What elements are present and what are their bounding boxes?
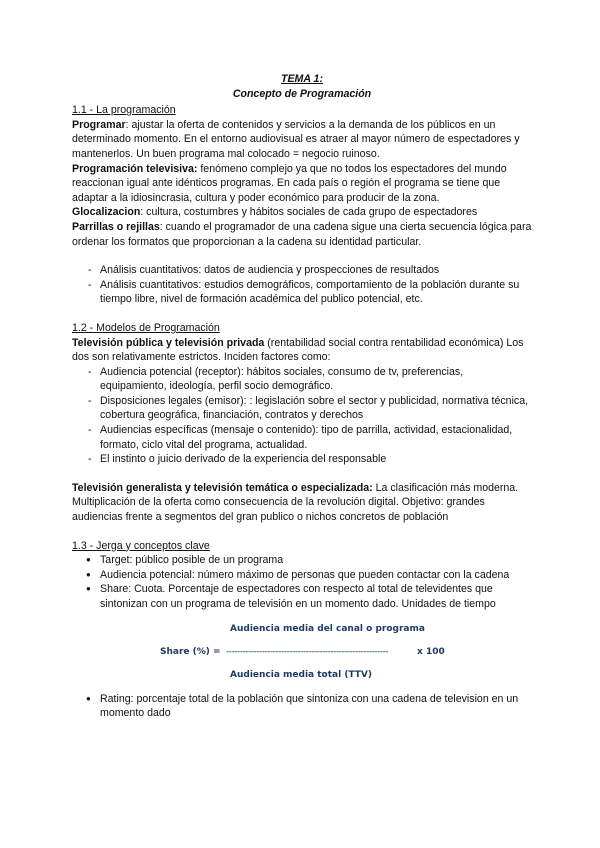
list-item: - Análisis cuantitativos: datos de audiencia y prospecciones de resultados <box>72 263 532 278</box>
list-item: ● Rating: porcentaje total de la población que sintoniza con una cadena de television en un momento dado <box>72 692 532 721</box>
concepts-list <box>72 553 532 611</box>
term-programar: Programar <box>72 118 126 131</box>
definition-parrillas: : cuando el programador de una cadena sigue una cierta secuencia lógica para ordenar los formatos que proporcionan a la cadena su identidad particular. <box>72 220 532 248</box>
term-glocalizacion: Glocalizacion <box>72 206 141 219</box>
paragraph-programar <box>72 118 532 162</box>
list-item: - Audiencia potencial (receptor): hábitos sociales, consumo de tv, preferencias, equipamiento, ideología, perfil socio demográfico. <box>72 365 532 394</box>
formula-denominator: Audiencia media total (TTV) <box>230 669 373 680</box>
definition-tv-generalista: La clasificación más moderna. Multiplicación de la oferta como consecuencia de la revolución digital. Objetivo: grandes audiencias frente a segmentos del gran publico o nichos concretos de población <box>72 481 519 524</box>
list-item: ● Target: público posible de un programa <box>72 553 532 568</box>
paragraph-glocalizacion <box>72 205 532 220</box>
definition-programacion-televisiva: fenómeno complejo ya que no todos los espectadores del mundo reaccionan igual ante idénticos programas. En cada país o región el programa se tiene que adaptar a la idiosincrasia, cultura y poder económico para producir de la zona. <box>72 162 507 204</box>
section-heading-1-1: 1.1 - La programación <box>72 104 176 117</box>
list-item: - Disposiciones legales (emisor): : legislación sobre el sector y publicidad, normativa técnica, cobertura geográfica, financiación, contratos y derechos <box>72 394 532 423</box>
list-item: ● Audiencia potencial: número máximo de personas que pueden contactar con la cadena <box>72 568 532 583</box>
list-item: - Audiencias específicas (mensaje o contenido): tipo de parrilla, actividad, estacionalidad, formato, ciclo vital del programa, actualidad. <box>72 423 532 452</box>
formula-multiplier: x 100 <box>417 646 445 657</box>
share-formula <box>72 620 532 682</box>
section-heading-1-3: 1.3 - Jerga y conceptos clave <box>72 539 210 552</box>
title-line-2: Concepto de Programación <box>232 87 372 100</box>
list-item: - El instinto o juicio derivado de la experiencia del responsable <box>72 452 532 467</box>
definition-tv-publica-privada: (rentabilidad social contra rentabilidad económica) Los dos son relativamente estrictos. Inciden factores como: <box>72 336 524 364</box>
term-programacion-televisiva: Programación televisiva: <box>72 162 198 175</box>
section-heading-1-2: 1.2 - Modelos de Programación <box>72 321 220 334</box>
paragraph-tv-generalista <box>72 481 532 525</box>
paragraph-tv-publica-privada <box>72 336 532 365</box>
analysis-list <box>72 263 532 307</box>
factors-list <box>72 365 532 467</box>
title-line-1: TEMA 1: <box>281 73 323 85</box>
rating-list <box>72 692 532 721</box>
term-tv-generalista: Televisión generalista y televisión temática o especializada: <box>72 481 373 494</box>
definition-glocalizacion: : cultura, costumbres y hábitos sociales de cada grupo de espectadores <box>140 206 478 219</box>
paragraph-parrillas <box>72 220 532 249</box>
term-parrillas: Parrillas o rejillas <box>72 220 160 233</box>
paragraph-programacion-televisiva <box>72 162 532 206</box>
formula-fraction-line: ----------------------------------------------------------- <box>226 646 389 657</box>
formula-numerator: Audiencia media del canal o programa <box>230 623 425 634</box>
definition-programar: : ajustar la oferta de contenidos y servicios a la demanda de los públicos en un determinado momento. En el entorno audiovisual es atraer al mayor número de espectadores y mantenerlos. Un buen programa mal colocado = negocio ruinoso. <box>72 118 520 160</box>
list-item: - Análisis cuantitativos: estudios demográficos, comportamiento de la población durante su tiempo libre, nivel de formación académica del publico potencial, etc. <box>72 278 532 307</box>
formula-lhs: Share (%) = <box>160 646 221 657</box>
document-page <box>72 72 532 721</box>
list-item: ● Share: Cuota. Porcentaje de espectadores con respecto al total de televidentes que sintonizan con un programa de televisión en un momento dado. Unidades de tiempo <box>72 582 532 611</box>
term-tv-publica-privada: Televisión pública y televisión privada <box>72 336 265 349</box>
document-title <box>72 72 532 101</box>
